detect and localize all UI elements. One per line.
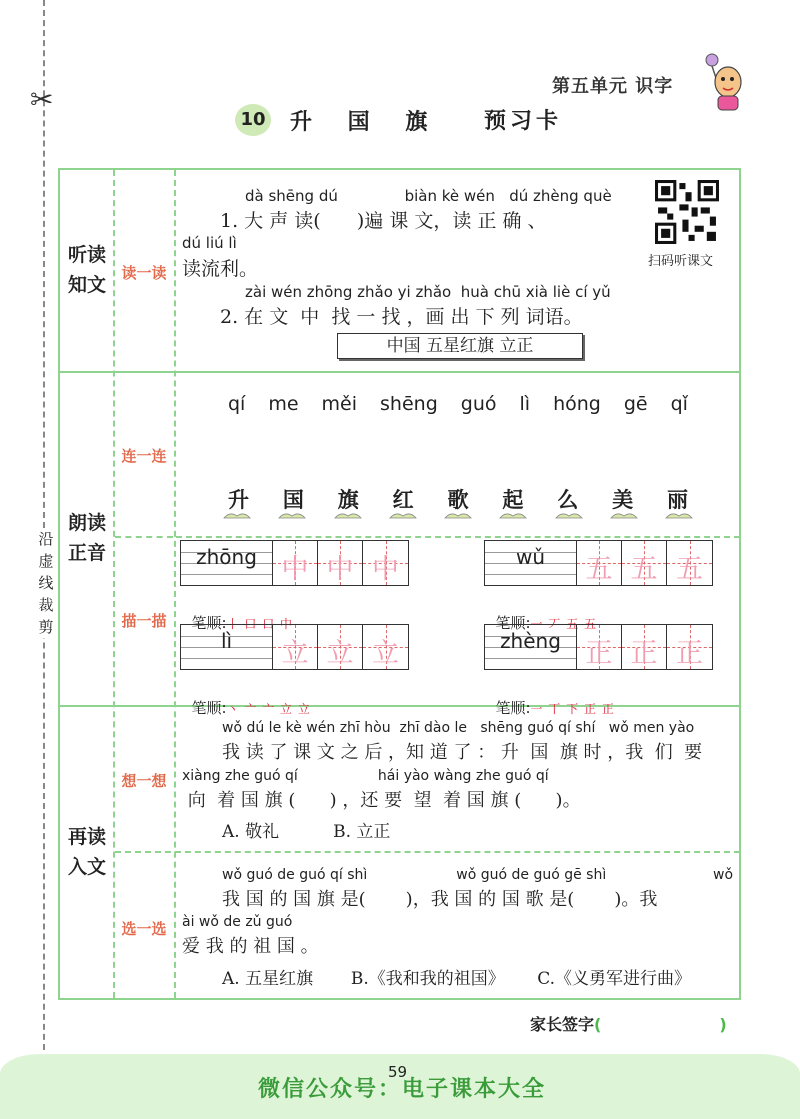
watermark: 微信公众号：电子课本大全 [258, 1077, 547, 1102]
activity-think: 想一想 [121, 772, 167, 790]
char-cell[interactable]: 中 [363, 541, 408, 585]
task1-line2: 读流利。 [182, 258, 259, 280]
connect-pinyin[interactable]: shēng [380, 393, 438, 415]
trace-grid-zhong [180, 540, 409, 586]
stroke-order-li: 笔顺:丶 亠 亠 立 立 [191, 699, 311, 717]
row-divider [115, 851, 740, 853]
lotus-icon [498, 510, 528, 520]
connect-pinyin[interactable]: qí [228, 393, 246, 415]
connect-char[interactable]: 歌 [447, 487, 469, 512]
section-read-aloud: 朗读 正音 [67, 512, 106, 564]
scissors-icon: ✂ [30, 83, 54, 116]
parent-signature[interactable]: 家长签字( ) [530, 1015, 727, 1034]
trace-grid-zheng [484, 624, 713, 670]
char-cell[interactable]: 立 [318, 625, 363, 669]
unit-label: 第五单元 识字 [552, 76, 674, 97]
connect-pinyin[interactable]: lì [519, 393, 531, 415]
connect-pinyin[interactable]: qǐ [670, 393, 688, 415]
lotus-icon [333, 510, 363, 520]
lesson-title: 升 国 旗 [290, 110, 442, 135]
char-cell[interactable]: 中 [318, 541, 363, 585]
choose-options[interactable]: A. 五星红旗 B.《我和我的祖国》 C.《义勇军进行曲》 [222, 969, 692, 989]
char-cell[interactable]: 中 [273, 541, 318, 585]
row-divider [60, 371, 740, 373]
connect-char[interactable]: 旗 [337, 487, 359, 512]
stroke-order-wu: 笔顺:一 丆 五 五 [495, 614, 598, 632]
task1-pinyin: dà shēng dú biàn kè wén dú zhèng què [245, 187, 612, 205]
lotus-icon [554, 510, 584, 520]
think-pinyin2: xiàng zhe guó qí hái yào wàng zhe guó qí [182, 768, 549, 784]
activity-choose: 选一选 [121, 920, 167, 938]
connect-pinyin-row [228, 393, 688, 415]
lotus-icon [664, 510, 694, 520]
row-divider [115, 536, 173, 538]
pinyin-cell: lì [181, 625, 273, 669]
pinyin-cell: zhōng [181, 541, 273, 585]
pinyin-cell: wǔ [485, 541, 577, 585]
row-divider [60, 705, 740, 707]
char-cell[interactable]: 立 [273, 625, 318, 669]
connect-pinyin[interactable]: hóng [553, 393, 601, 415]
connect-char[interactable]: 升 [228, 487, 249, 512]
char-cell[interactable]: 正 [577, 625, 622, 669]
think-line: 我 读 了 课 文 之 后 ，知 道 了 ： 升 国 旗 时 ，我 们 要 [222, 742, 703, 763]
choose-line2: 爱 我 的 祖 国 。 [182, 936, 319, 957]
char-cell[interactable]: 正 [622, 625, 667, 669]
char-cell[interactable]: 五 [667, 541, 712, 585]
stroke-order-zhong: 笔顺:丨 口 口 中 [191, 614, 294, 632]
connect-char[interactable]: 丽 [667, 487, 688, 512]
think-options[interactable]: A. 敬礼 B. 立正 [222, 822, 391, 842]
connect-pinyin[interactable]: me [268, 393, 299, 415]
think-line2: 向 着 国 旗 ( ) ，还 要 望 着 国 旗 ( )。 [182, 790, 581, 811]
qr-code-icon [655, 180, 719, 244]
activity-connect: 连一连 [121, 447, 167, 465]
cut-label: 沿 虚 线 裁 剪 [36, 528, 56, 638]
lotus-row [222, 510, 694, 520]
lotus-icon [277, 510, 307, 520]
activity-read: 读一读 [121, 264, 167, 282]
task1-line: 1. 大 声 读( )遍 课 文，读 正 确 、 [220, 210, 547, 232]
qr-caption: 扫码听课文 [648, 254, 714, 269]
lotus-icon [388, 510, 418, 520]
char-cell[interactable]: 正 [667, 625, 712, 669]
connect-char[interactable]: 国 [282, 487, 304, 512]
column-divider [113, 170, 115, 998]
card-title: 预习卡 [484, 109, 563, 134]
row-divider [176, 536, 740, 538]
task2-pinyin: zài wén zhōng zhǎo yi zhǎo huà chū xià liè cí yǔ [245, 283, 611, 301]
connect-char[interactable]: 红 [392, 487, 414, 512]
char-cell[interactable]: 五 [622, 541, 667, 585]
connect-pinyin[interactable]: gē [623, 393, 648, 415]
task2-line: 2. 在 文 中 找 一 找 ，画 出 下 列 词语。 [220, 306, 583, 328]
lotus-icon [443, 510, 473, 520]
lotus-icon [222, 510, 252, 520]
connect-char[interactable]: 美 [612, 487, 634, 512]
connect-char[interactable]: 么 [557, 487, 579, 512]
choose-line: 我 国 的 国 旗 是( )，我 国 的 国 歌 是( )。我 [222, 889, 658, 910]
trace-grid-li [180, 624, 409, 670]
pinyin-cell: zhèng [485, 625, 577, 669]
connect-pinyin[interactable]: měi [321, 393, 358, 415]
connect-char[interactable]: 起 [502, 487, 524, 512]
char-cell[interactable]: 五 [577, 541, 622, 585]
lesson-number: 10 [235, 104, 271, 136]
stroke-order-zheng: 笔顺:一 丅 下 正 正 [495, 699, 615, 717]
mascot-icon [698, 52, 746, 114]
column-divider [174, 170, 176, 998]
lotus-icon [609, 510, 639, 520]
page-number: 59 [388, 1063, 408, 1081]
activity-trace: 描一描 [121, 612, 167, 630]
char-cell[interactable]: 立 [363, 625, 408, 669]
word-box: 中国 五星红旗 立正 [337, 333, 583, 359]
choose-pinyin: wǒ guó de guó qí shì wǒ guó de guó gē shì wǒ [222, 867, 734, 883]
think-pinyin: wǒ dú le kè wén zhī hòu zhī dào le shēng guó qí shí wǒ men yào [222, 720, 695, 736]
choose-pinyin2: ài wǒ de zǔ guó [182, 914, 293, 930]
section-listen: 听读 知文 [67, 244, 106, 296]
section-reread: 再读 入文 [67, 826, 106, 878]
trace-grid-wu [484, 540, 713, 586]
connect-pinyin[interactable]: guó [460, 393, 497, 415]
task1-pinyin2: dú liú lì [182, 234, 237, 252]
